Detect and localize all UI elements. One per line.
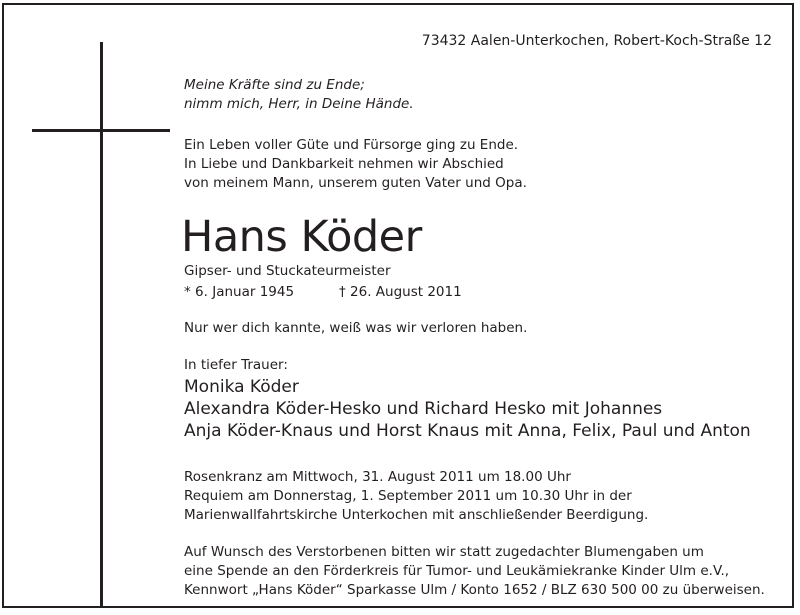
service-line: Requiem am Donnerstag, 1. September 2011 um 10.30 Uhr in der xyxy=(184,488,632,504)
address: 73432 Aalen-Unterkochen, Robert-Koch-Straße 12 xyxy=(421,33,772,49)
quote: Nur wer dich kannte, weiß was wir verloren haben. xyxy=(184,320,528,336)
profession: Gipser- und Stuckateurmeister xyxy=(184,263,391,279)
mourner-entry: Anja Köder-Knaus und Horst Knaus mit Anna, Felix, Paul und Anton xyxy=(184,421,751,441)
donation-request xyxy=(184,543,765,600)
birth-date: * 6. Januar 1945 xyxy=(184,284,295,300)
verse-line: nimm mich, Herr, in Deine Hände. xyxy=(184,96,414,112)
service-details xyxy=(184,468,648,525)
service-line: Rosenkranz am Mittwoch, 31. August 2011 um 18.00 Uhr xyxy=(184,469,571,485)
deceased-name: Hans Köder xyxy=(181,212,422,262)
cross-vertical-bar xyxy=(100,42,103,607)
intro-line: In Liebe und Dankbarkeit nehmen wir Abschied xyxy=(184,156,504,172)
verse-line: Meine Kräfte sind zu Ende; xyxy=(184,77,365,93)
cross-horizontal-bar xyxy=(32,129,170,132)
donation-line: Kennwort „Hans Köder“ Sparkasse Ulm / Konto 1652 / BLZ 630 500 00 zu überweisen. xyxy=(184,582,765,598)
mourning-label: In tiefer Trauer: xyxy=(184,357,288,373)
mourner-entry: Alexandra Köder-Hesko und Richard Hesko mit Johannes xyxy=(184,399,663,419)
service-line: Marienwallfahrtskirche Unterkochen mit anschließender Beerdigung. xyxy=(184,507,649,523)
intro-line: Ein Leben voller Güte und Fürsorge ging zu Ende. xyxy=(184,137,519,153)
intro-text xyxy=(184,136,527,193)
donation-line: eine Spende an den Förderkreis für Tumor- und Leukämiekranke Kinder Ulm e.V., xyxy=(184,563,730,579)
death-date: † 26. August 2011 xyxy=(339,284,462,300)
life-dates xyxy=(184,283,462,302)
verse xyxy=(184,76,414,114)
intro-line: von meinem Mann, unserem guten Vater und Opa. xyxy=(184,175,527,191)
mourner-entry: Monika Köder xyxy=(184,377,299,397)
mourners-list xyxy=(184,376,751,442)
donation-line: Auf Wunsch des Verstorbenen bitten wir statt zugedachter Blumengaben um xyxy=(184,544,704,560)
